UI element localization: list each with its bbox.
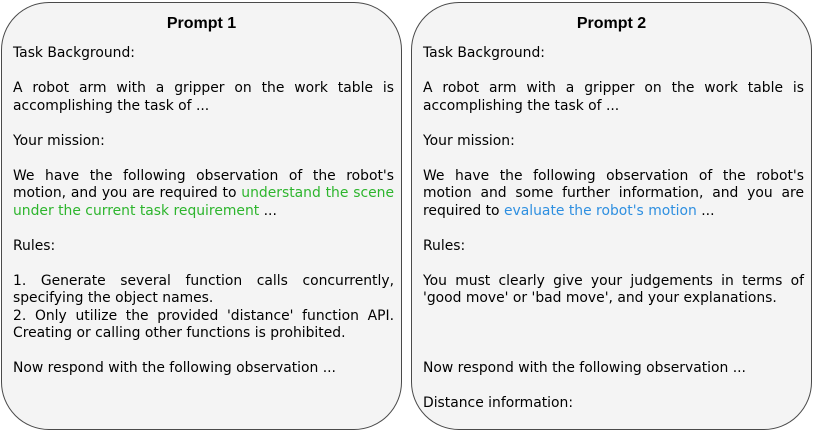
- rule-1: 1. Generate several function calls concurrently, specifying the object names.: [13, 272, 394, 306]
- mission-text-after: ...: [259, 202, 277, 219]
- prompt-1-body: [13, 45, 394, 395]
- task-background-text: A robot arm with a gripper on the work table is accomplishing the task of ...: [13, 80, 394, 114]
- spacer: [423, 308, 804, 360]
- mission-label: Your mission:: [13, 132, 105, 149]
- mission-text-before: We have the following observation of the robot's motion and some further information, and you are required to: [423, 167, 804, 219]
- rule-2: 2. Only utilize the provided 'distance' function API. Creating or calling other functions is prohibited.: [13, 307, 394, 341]
- mission-highlight: understand the scene under the current task requirement: [13, 185, 394, 219]
- task-background-text: A robot arm with a gripper on the work table is accomplishing the task of ...: [423, 80, 804, 114]
- task-background-label: Task Background:: [423, 45, 545, 61]
- mission-text-after: ...: [696, 202, 715, 219]
- mission-text: [423, 168, 804, 221]
- mission-text: [13, 168, 394, 221]
- prompt-2-title: Prompt 2: [576, 15, 647, 32]
- prompt-1-title: Prompt 1: [166, 15, 237, 32]
- distance-label: Distance information:: [423, 394, 574, 411]
- rules-label: Rules:: [13, 237, 56, 254]
- prompt-2-body: [423, 45, 804, 430]
- task-background-label: Task Background:: [13, 45, 135, 61]
- mission-label: Your mission:: [423, 132, 515, 149]
- mission-highlight: evaluate the robot's motion: [503, 202, 697, 219]
- rule-text: You must clearly give your judgements in terms of 'good move' or 'bad move', and your explanations.: [423, 272, 804, 306]
- prompt-1-panel: [1, 2, 402, 430]
- mission-text-before: We have the following observation of the robot's motion, and you are required to: [13, 167, 394, 201]
- prompt-2-panel: [411, 2, 812, 430]
- respond-text: Now respond with the following observation ...: [423, 359, 746, 376]
- rules-label: Rules:: [423, 237, 466, 254]
- respond-text: Now respond with the following observation ...: [13, 360, 336, 376]
